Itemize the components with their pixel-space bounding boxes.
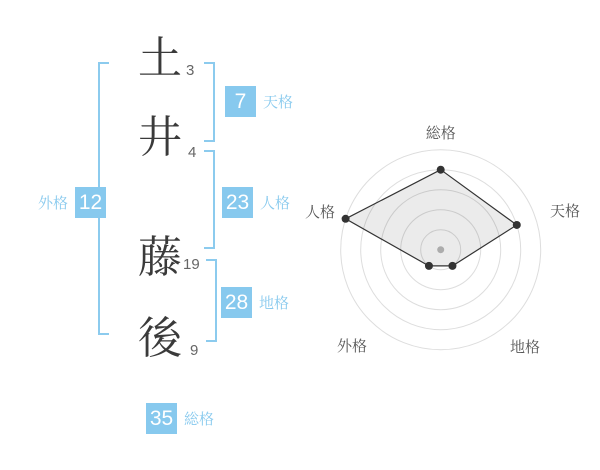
chikaku-value-badge: 28	[221, 287, 252, 318]
radar-vertex-dot-1	[437, 166, 445, 174]
radar-vertex-dot-5	[342, 215, 350, 223]
name-char-1: 土	[138, 34, 182, 83]
chikaku-label: 地格	[259, 295, 290, 312]
tenkaku-value-badge: 7	[225, 86, 256, 117]
name-char-2: 井	[138, 113, 182, 162]
name-char-3: 藤	[138, 233, 182, 282]
radar-axis-label-5: 人格	[304, 204, 336, 221]
tenkaku-bracket	[204, 62, 215, 142]
stroke-count-2: 4	[188, 144, 197, 161]
radar-axis-label-4: 外格	[336, 338, 368, 355]
jinkaku-bracket	[204, 150, 215, 249]
name-char-4: 後	[138, 314, 182, 363]
jinkaku-value-badge: 23	[222, 187, 253, 218]
radar-axis-label-3: 地格	[509, 339, 541, 356]
soukaku-value-badge: 35	[146, 403, 177, 434]
radar-axis-label-1: 総格	[425, 125, 456, 142]
radar-vertex-dot-3	[448, 262, 456, 270]
gaikaku-label: 外格	[38, 195, 69, 212]
tenkaku-row	[225, 86, 293, 117]
stroke-count-1: 3	[186, 62, 195, 79]
chikaku-row	[221, 287, 289, 318]
tenkaku-label: 天格	[263, 94, 294, 111]
radar-vertex-dot-2	[513, 221, 521, 229]
stroke-count-4: 9	[190, 342, 199, 359]
soukaku-row	[146, 403, 214, 434]
stroke-count-3: 19	[183, 256, 200, 273]
radar-data-polygon	[346, 170, 517, 266]
chikaku-bracket	[206, 259, 217, 342]
radar-axis-label-2: 天格	[549, 203, 581, 220]
jinkaku-row	[222, 187, 290, 218]
soukaku-label: 総格	[184, 411, 215, 428]
radar-vertex-dot-4	[425, 262, 433, 270]
kaku-radar-chart	[295, 115, 595, 370]
gaikaku-row	[38, 187, 106, 218]
gaikaku-value-badge: 12	[75, 187, 106, 218]
jinkaku-label: 人格	[260, 195, 291, 212]
